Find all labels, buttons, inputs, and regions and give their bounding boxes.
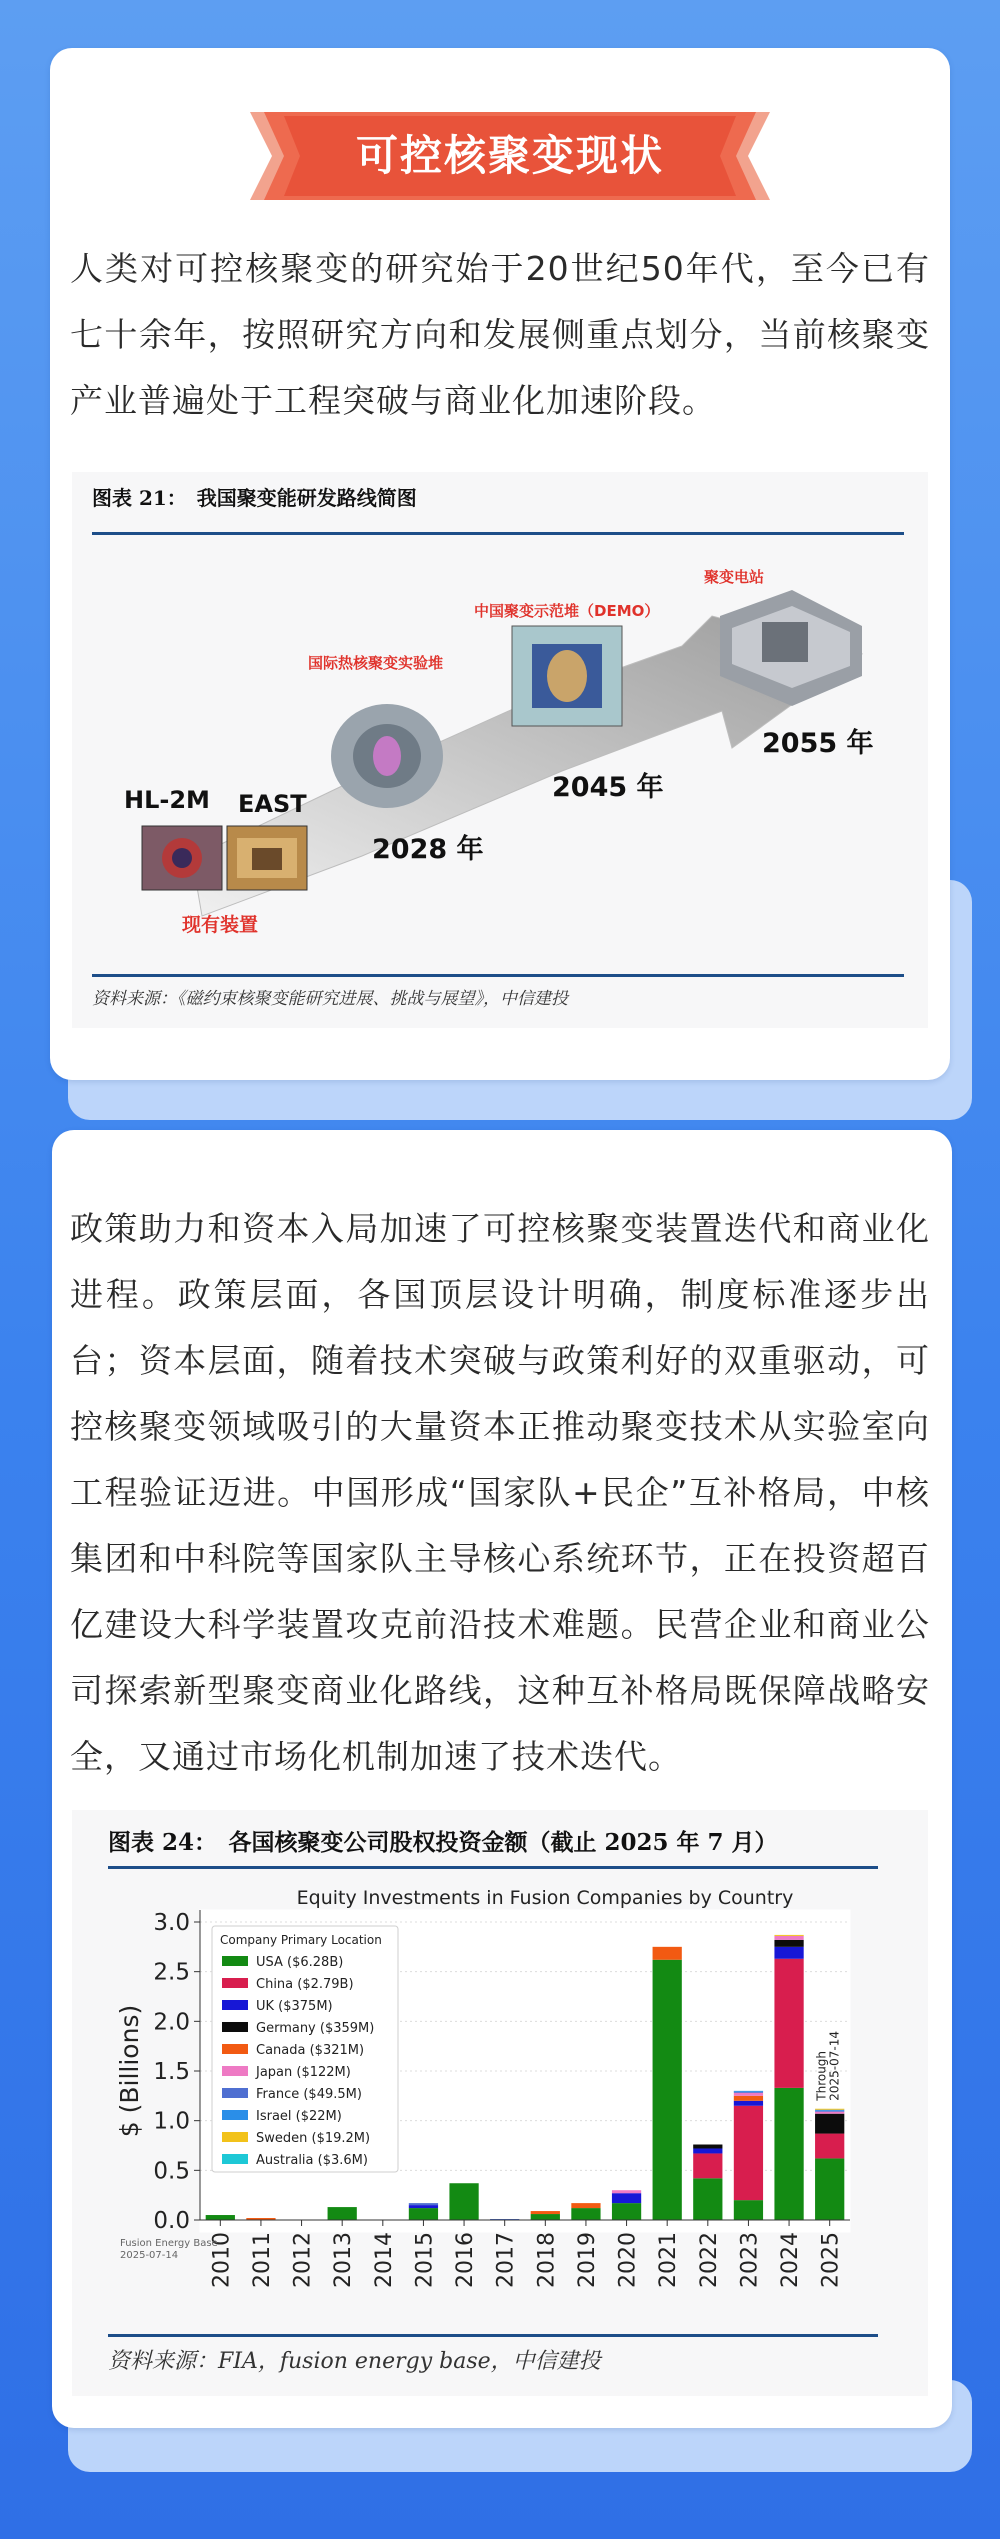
source-annotation: Fusion Energy Base [120, 2238, 218, 2249]
intro-paragraph: 人类对可控核聚变的研究始于20世纪50年代，至今已有七十余年，按照研究方向和发展侧重点划分，当前核聚变产业普遍处于工程突破与商业化加速阶段。 [70, 249, 930, 420]
bar-segment-2025 [815, 2111, 844, 2112]
legend-label: France ($49.5M) [256, 2087, 362, 2102]
bar-segment-2020 [612, 2193, 641, 2203]
bar-segment-2023 [734, 2106, 763, 2200]
bar-segment-2015 [409, 2205, 438, 2208]
legend-label: Sweden ($19.2M) [256, 2131, 371, 2146]
figure-24 [72, 1810, 928, 2396]
hl2m-device-image [142, 826, 222, 890]
legend-label: USA ($6.28B) [256, 1955, 344, 1970]
bar-segment-2023 [734, 2093, 763, 2096]
year-label-2028: 2028 年 [372, 834, 484, 865]
x-tick-label: 2020 [615, 2232, 641, 2288]
bar-segment-2013 [328, 2207, 357, 2220]
figure-24-top-rule [108, 1866, 878, 1869]
legend-swatch [222, 2154, 248, 2164]
figure-21-source: 资料来源：《磁约束核聚变能研究进展、挑战与展望》，中信建投 [92, 989, 568, 1009]
bar-segment-2024 [774, 1935, 803, 1936]
bar-segment-2024 [774, 1959, 803, 2088]
x-tick-label: 2011 [249, 2232, 275, 2288]
bar-segment-2022 [693, 2178, 722, 2220]
investment-paragraph: 政策助力和资本入局加速了可控核聚变装置迭代和商业化进程。政策层面，各国顶层设计明确，制度标准逐步出台；资本层面，随着技术突破与政策利好的双重驱动，可控核聚变领域吸引的大量资本正推动聚变技术从实验室向工程验证迈进。中国形成“国家队+民企”互补格局，中核集团和中科院等国家队主导核心系统环节，正在投资超百亿建设大科学装置攻克前沿技术难题。民营企业和商业公司探索新型聚变商业化路线，这种互补格局既保障战略安全，又通过市场化机制加速了技术迭代。 [70, 1209, 930, 1776]
y-tick-label: 1.0 [153, 2108, 190, 2135]
device-label-hl2m: HL-2M [124, 786, 210, 814]
year-label-2055: 2055 年 [762, 728, 874, 759]
x-tick-label: 2014 [371, 2232, 397, 2288]
bar-segment-2015 [409, 2203, 438, 2205]
legend-swatch [222, 2110, 248, 2120]
bar-segment-2025 [815, 2134, 844, 2159]
legend-label: Germany ($359M) [256, 2021, 375, 2036]
bar-segment-2022 [693, 2145, 722, 2149]
y-tick-label: 2.5 [153, 1959, 190, 1986]
x-tick-label: 2021 [656, 2232, 682, 2288]
stage-label-demo: 中国聚变示范堆（DEMO） [474, 602, 660, 620]
bar-segment-2023 [734, 2200, 763, 2220]
figure-21-title: 图表 21： 我国聚变能研发路线简图 [92, 486, 417, 510]
legend-label: Canada ($321M) [256, 2043, 365, 2058]
figure-21-bottom-rule [92, 974, 904, 977]
y-tick-label: 1.5 [153, 2059, 190, 2085]
bar-segment-2023 [734, 2101, 763, 2106]
x-tick-label: 2017 [493, 2232, 519, 2288]
legend-title: Company Primary Location [220, 1933, 382, 1947]
x-tick-label: 2022 [696, 2232, 722, 2288]
iter-device-image [331, 704, 443, 808]
legend-swatch [222, 2066, 248, 2076]
bar-segment-2025 [815, 2158, 844, 2220]
legend-label: UK ($375M) [256, 1999, 333, 2014]
legend-swatch [222, 1956, 248, 1966]
through-date-annotation: 2025-07-14 [827, 2030, 842, 2101]
bar-segment-2021 [653, 1947, 682, 1960]
bar-segment-2022 [693, 2148, 722, 2153]
bar-segment-2022 [693, 2153, 722, 2178]
figure-21 [72, 472, 928, 1028]
bar-segment-2024 [774, 1947, 803, 1959]
bar-segment-2019 [571, 2208, 600, 2220]
bar-segment-2025 [815, 2114, 844, 2134]
x-tick-label: 2018 [534, 2232, 560, 2288]
legend-swatch [222, 2044, 248, 2054]
legend-swatch [222, 2088, 248, 2098]
x-tick-label: 2023 [737, 2232, 763, 2288]
y-tick-label: 2.0 [153, 2009, 190, 2036]
figure-24-bottom-rule [108, 2334, 878, 2337]
bar-segment-2025 [815, 2110, 844, 2111]
y-tick-label: 3.0 [153, 1910, 190, 1936]
legend-label: Japan ($122M) [256, 2065, 351, 2080]
x-tick-label: 2010 [209, 2232, 235, 2288]
legend-swatch [222, 2132, 248, 2142]
legend-swatch [222, 1978, 248, 1988]
bar-segment-2016 [449, 2183, 478, 2220]
figure-24-source: 资料来源：FIA，fusion energy base，中信建投 [108, 2349, 601, 2374]
bar-segment-2020 [612, 2203, 641, 2220]
bar-segment-2015 [409, 2208, 438, 2220]
x-tick-label: 2024 [778, 2232, 804, 2288]
bar-segment-2021 [653, 1960, 682, 2220]
demo-device-image [512, 626, 622, 726]
bar-segment-2010 [206, 2215, 235, 2220]
bar-segment-2025 [815, 2109, 844, 2110]
year-label-2045: 2045 年 [552, 772, 664, 803]
stage-label-iter: 国际热核聚变实验堆 [308, 654, 444, 672]
legend-label: China ($2.79B) [256, 1977, 354, 1992]
device-label-east: EAST [238, 790, 307, 818]
bar-segment-2018 [531, 2211, 560, 2214]
legend-label: Israel ($22M) [256, 2109, 342, 2124]
stage-label-plant: 聚变电站 [704, 568, 765, 586]
y-axis-label: $ (Billions) [115, 2004, 144, 2138]
x-tick-label: 2025 [818, 2232, 844, 2288]
bar-segment-2025 [815, 2112, 844, 2114]
bar-segment-2018 [531, 2214, 560, 2220]
bar-segment-2023 [734, 2092, 763, 2093]
bar-segment-2023 [734, 2096, 763, 2101]
legend-swatch [222, 2022, 248, 2032]
source-annotation: 2025-07-14 [120, 2250, 179, 2261]
east-device-image [227, 826, 307, 890]
y-tick-label: 0.5 [153, 2158, 190, 2185]
legend-swatch [222, 2000, 248, 2010]
stage-label-existing: 现有装置 [182, 914, 259, 936]
x-tick-label: 2012 [290, 2232, 316, 2288]
x-tick-label: 2013 [331, 2232, 357, 2288]
equity-investment-chart [72, 1870, 928, 2330]
bar-segment-2020 [612, 2190, 641, 2193]
x-tick-label: 2019 [574, 2232, 600, 2288]
roadmap-diagram [72, 536, 928, 956]
through-date-annotation: Through [814, 2050, 829, 2101]
bar-segment-2019 [571, 2203, 600, 2208]
bar-segment-2024 [774, 1940, 803, 1947]
x-tick-label: 2016 [453, 2232, 479, 2288]
figure-21-top-rule [92, 532, 904, 535]
bar-segment-2023 [734, 2091, 763, 2092]
section-banner [250, 112, 770, 200]
banner-title: 可控核聚变现状 [355, 131, 664, 180]
chart-title: Equity Investments in Fusion Companies by Country [296, 1887, 794, 1909]
figure-24-title: 图表 24： 各国核聚变公司股权投资金额（截止 2025 年 7 月） [108, 1829, 778, 1856]
bar-segment-2024 [774, 2088, 803, 2220]
legend-label: Australia ($3.6M) [256, 2153, 368, 2168]
x-tick-label: 2015 [412, 2232, 438, 2288]
bar-segment-2024 [774, 1936, 803, 1940]
y-tick-label: 0.0 [153, 2208, 190, 2234]
